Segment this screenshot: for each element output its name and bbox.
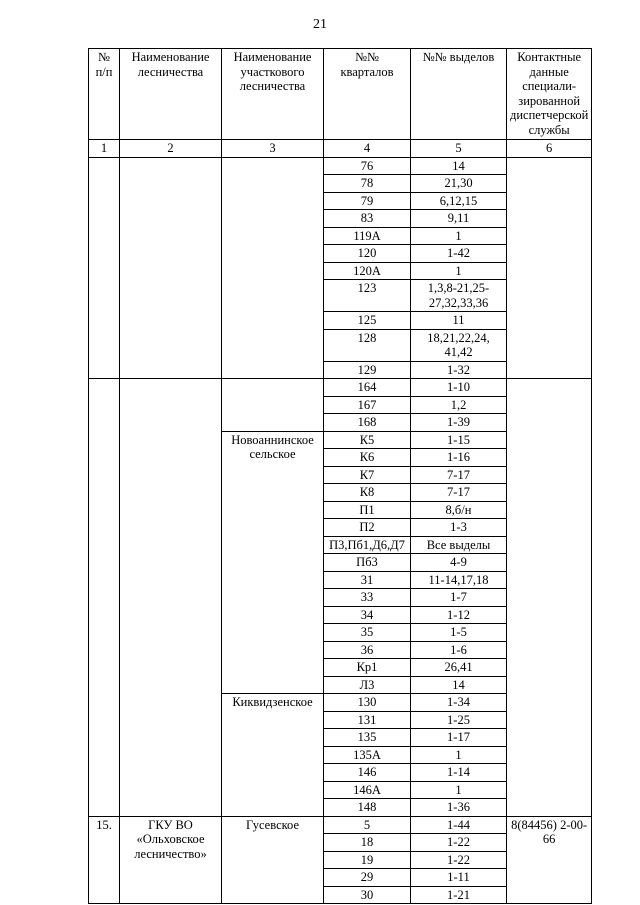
quarter-number: 135 [324, 729, 411, 747]
quarter-number: 119А [324, 227, 411, 245]
quarter-number: 83 [324, 210, 411, 228]
quarter-number: 29 [324, 869, 411, 887]
plot-numbers: 1-3 [411, 519, 507, 537]
quarter-number: 35 [324, 624, 411, 642]
plot-numbers: 1-39 [411, 414, 507, 432]
quarter-number: 33 [324, 589, 411, 607]
contact-info [507, 157, 592, 379]
quarter-number: 130 [324, 694, 411, 712]
quarter-number: 18 [324, 834, 411, 852]
plot-numbers: Все выделы [411, 536, 507, 554]
plot-numbers: 1-12 [411, 606, 507, 624]
forestry-name [120, 157, 222, 379]
plot-numbers: 6,12,15 [411, 192, 507, 210]
plot-numbers: 18,21,22,24, 41,42 [411, 329, 507, 361]
district-name: Гусевское [222, 816, 324, 904]
quarter-number: 36 [324, 641, 411, 659]
header-plots: №№ выделов [411, 49, 507, 140]
plot-numbers: 9,11 [411, 210, 507, 228]
quarter-number: 78 [324, 175, 411, 193]
row-number [89, 379, 120, 817]
header-row [89, 49, 592, 140]
plot-numbers: 14 [411, 676, 507, 694]
quarter-number: 146А [324, 781, 411, 799]
plot-numbers: 1 [411, 746, 507, 764]
plot-numbers: 4-9 [411, 554, 507, 572]
table-row [89, 379, 592, 397]
column-number: 2 [120, 140, 222, 158]
plot-numbers: 1 [411, 781, 507, 799]
plot-numbers: 1-11 [411, 869, 507, 887]
plot-numbers: 1-22 [411, 851, 507, 869]
forestry-name: ГКУ ВО «Ольховское лесничество» [120, 816, 222, 904]
quarter-number: К7 [324, 466, 411, 484]
district-name: Киквидзенское [222, 694, 324, 817]
column-number: 4 [324, 140, 411, 158]
plot-numbers: 1-14 [411, 764, 507, 782]
plot-numbers: 1-17 [411, 729, 507, 747]
quarter-number: 164 [324, 379, 411, 397]
plot-numbers: 1-34 [411, 694, 507, 712]
header-quarters: №№ кварталов [324, 49, 411, 140]
quarter-number: 120А [324, 262, 411, 280]
plot-numbers: 26,41 [411, 659, 507, 677]
plot-numbers: 1-6 [411, 641, 507, 659]
quarter-number: Л3 [324, 676, 411, 694]
quarter-number: 120 [324, 245, 411, 263]
contact-info: 8(84456) 2-00-66 [507, 816, 592, 904]
quarter-number: П1 [324, 501, 411, 519]
header-forestry: Наименование лесничества [120, 49, 222, 140]
plot-numbers: 1-21 [411, 886, 507, 904]
quarter-number: 30 [324, 886, 411, 904]
plot-numbers: 1-25 [411, 711, 507, 729]
plot-numbers: 1,3,8-21,25-27,32,33,36 [411, 280, 507, 312]
plot-numbers: 14 [411, 157, 507, 175]
column-number: 1 [89, 140, 120, 158]
plot-numbers: 1-22 [411, 834, 507, 852]
column-number: 5 [411, 140, 507, 158]
district-name [222, 379, 324, 432]
quarter-number: К8 [324, 484, 411, 502]
header-district: Наименование участкового лесничества [222, 49, 324, 140]
plot-numbers: 1 [411, 262, 507, 280]
header-contacts: Контактные данные специали-зированной диспетчерской службы [507, 49, 592, 140]
quarter-number: 5 [324, 816, 411, 834]
quarter-number: 168 [324, 414, 411, 432]
quarter-number: П3,Пб1,Д6,Д7 [324, 536, 411, 554]
plot-numbers: 1-36 [411, 799, 507, 817]
quarter-number: 19 [324, 851, 411, 869]
plot-numbers: 11 [411, 312, 507, 330]
plot-numbers: 21,30 [411, 175, 507, 193]
plot-numbers: 1-16 [411, 449, 507, 467]
plot-numbers: 1-15 [411, 431, 507, 449]
row-number [89, 157, 120, 379]
quarter-number: 79 [324, 192, 411, 210]
quarter-number: 167 [324, 396, 411, 414]
plot-numbers: 7-17 [411, 466, 507, 484]
quarter-number: К5 [324, 431, 411, 449]
plot-numbers: 8,б/н [411, 501, 507, 519]
forestry-name [120, 379, 222, 817]
quarter-number: Кр1 [324, 659, 411, 677]
quarter-number: К6 [324, 449, 411, 467]
column-number: 6 [507, 140, 592, 158]
plot-numbers: 1,2 [411, 396, 507, 414]
plot-numbers: 7-17 [411, 484, 507, 502]
quarter-number: 128 [324, 329, 411, 361]
district-name [222, 157, 324, 379]
quarter-number: 123 [324, 280, 411, 312]
quarter-number: 146 [324, 764, 411, 782]
row-number: 15. [89, 816, 120, 904]
quarter-number: 148 [324, 799, 411, 817]
plot-numbers: 1-5 [411, 624, 507, 642]
quarter-number: 131 [324, 711, 411, 729]
header-number: № п/п [89, 49, 120, 140]
plot-numbers: 1-42 [411, 245, 507, 263]
column-numbers-row [89, 140, 592, 158]
column-number: 3 [222, 140, 324, 158]
quarter-number: 129 [324, 361, 411, 379]
district-name: Новоаннинское сельское [222, 431, 324, 694]
quarter-number: 76 [324, 157, 411, 175]
contact-info [507, 379, 592, 817]
quarter-number: П2 [324, 519, 411, 537]
plot-numbers: 11-14,17,18 [411, 571, 507, 589]
plot-numbers: 1-10 [411, 379, 507, 397]
quarter-number: 34 [324, 606, 411, 624]
quarter-number: 125 [324, 312, 411, 330]
table-row [89, 157, 592, 175]
quarter-number: Пб3 [324, 554, 411, 572]
plot-numbers: 1-44 [411, 816, 507, 834]
plot-numbers: 1-7 [411, 589, 507, 607]
page-number: 21 [313, 17, 327, 32]
quarter-number: 31 [324, 571, 411, 589]
plot-numbers: 1-32 [411, 361, 507, 379]
table-row [89, 816, 592, 834]
forestry-table [88, 48, 592, 904]
quarter-number: 135А [324, 746, 411, 764]
plot-numbers: 1 [411, 227, 507, 245]
